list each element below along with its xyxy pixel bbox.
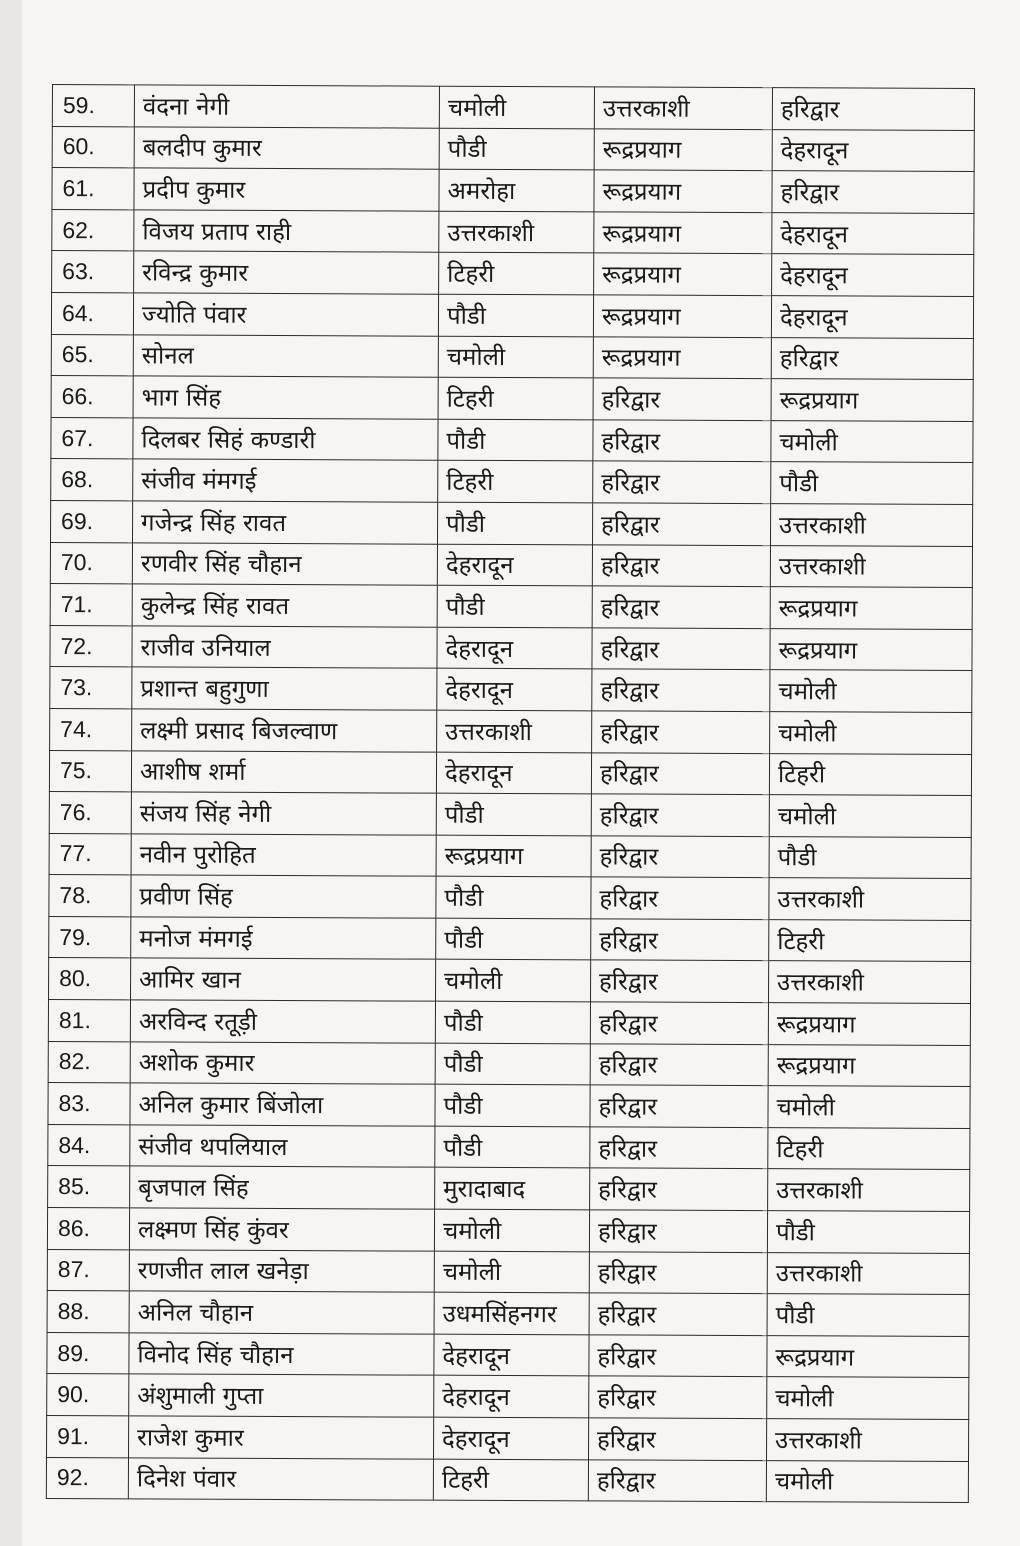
serial-number-cell: 89. xyxy=(47,1332,129,1374)
table-row xyxy=(47,1208,969,1254)
from-posting-cell: हरिद्वार xyxy=(592,669,770,711)
name-cell: राजेश कुमार xyxy=(129,1416,434,1459)
name-cell: प्रशान्त बहुगुणा xyxy=(132,667,437,710)
table-row xyxy=(48,1000,970,1046)
serial-number-cell: 75. xyxy=(49,750,131,792)
district-cell: देहरादून xyxy=(434,1417,589,1459)
to-posting-cell: हरिद्वार xyxy=(772,88,974,130)
from-posting-cell: रूद्रप्रयाग xyxy=(593,295,771,337)
from-posting-cell: हरिद्वार xyxy=(592,544,770,586)
name-cell: रविन्द्र कुमार xyxy=(134,251,439,294)
from-posting-cell: हरिद्वार xyxy=(589,1293,767,1335)
table-row xyxy=(52,126,974,172)
serial-number-cell: 73. xyxy=(50,667,132,709)
district-cell: चमोली xyxy=(438,336,593,378)
table-row xyxy=(47,1332,969,1378)
to-posting-cell: चमोली xyxy=(768,1086,970,1128)
to-posting-cell: चमोली xyxy=(770,712,972,754)
name-cell: आशीष शर्मा xyxy=(131,750,436,793)
to-posting-cell: उत्तरकाशी xyxy=(770,545,972,587)
to-posting-cell: चमोली xyxy=(766,1460,968,1502)
district-cell: चमोली xyxy=(439,86,594,128)
table-row xyxy=(47,1291,969,1337)
from-posting-cell: हरिद्वार xyxy=(591,919,769,961)
from-posting-cell: हरिद्वार xyxy=(590,1044,768,1086)
from-posting-cell: हरिद्वार xyxy=(589,1251,767,1293)
from-posting-cell: हरिद्वार xyxy=(591,877,769,919)
district-cell: टिहरी xyxy=(439,253,594,295)
name-cell: नवीन पुरोहित xyxy=(131,834,436,877)
to-posting-cell: देहरादून xyxy=(772,129,974,171)
from-posting-cell: हरिद्वार xyxy=(590,1085,768,1127)
to-posting-cell: हरिद्वार xyxy=(771,337,973,379)
district-cell: चमोली xyxy=(434,1251,589,1293)
district-cell: अमरोहा xyxy=(439,169,594,211)
from-posting-cell: हरिद्वार xyxy=(591,752,769,794)
serial-number-cell: 72. xyxy=(50,625,132,667)
table-row xyxy=(52,251,974,297)
district-cell: टिहरी xyxy=(438,377,593,419)
table-row xyxy=(50,542,972,588)
district-cell: पौडी xyxy=(438,294,593,336)
serial-number-cell: 59. xyxy=(52,85,134,127)
serial-number-cell: 83. xyxy=(48,1083,130,1125)
to-posting-cell: चमोली xyxy=(769,795,971,837)
district-cell: देहरादून xyxy=(436,752,591,794)
serial-number-cell: 60. xyxy=(52,126,134,168)
table-row xyxy=(49,916,971,962)
name-cell: विनोद सिंह चौहान xyxy=(129,1333,434,1376)
name-cell: दिलबर सिहं कण्डारी xyxy=(133,418,438,461)
district-cell: चमोली xyxy=(436,960,591,1002)
name-cell: दिनेश पंवार xyxy=(128,1457,433,1500)
to-posting-cell: चमोली xyxy=(767,1377,969,1419)
district-cell: देहरादून xyxy=(437,668,592,710)
serial-number-cell: 63. xyxy=(52,251,134,293)
name-cell: संजय सिंह नेगी xyxy=(131,792,436,835)
serial-number-cell: 92. xyxy=(46,1457,128,1499)
to-posting-cell: रूद्रप्रयाग xyxy=(770,628,972,670)
serial-number-cell: 71. xyxy=(50,584,132,626)
name-cell: संजीव थपलियाल xyxy=(130,1125,435,1168)
district-cell: उत्तरकाशी xyxy=(439,211,594,253)
table-row xyxy=(52,209,974,255)
to-posting-cell: उत्तरकाशी xyxy=(770,504,972,546)
name-cell: प्रवीण सिंह xyxy=(131,875,436,918)
district-cell: पौडी xyxy=(438,419,593,461)
district-cell: टिहरी xyxy=(438,461,593,503)
serial-number-cell: 67. xyxy=(51,417,133,459)
serial-number-cell: 76. xyxy=(49,792,131,834)
table-row xyxy=(51,292,973,338)
to-posting-cell: पौडी xyxy=(769,836,971,878)
from-posting-cell: रूद्रप्रयाग xyxy=(594,212,772,254)
district-cell: पौडी xyxy=(435,1084,590,1126)
name-cell: अनिल कुमार बिंजोला xyxy=(130,1083,435,1126)
serial-number-cell: 68. xyxy=(51,459,133,501)
from-posting-cell: हरिद्वार xyxy=(591,836,769,878)
name-cell: भाग सिंह xyxy=(133,376,438,419)
serial-number-cell: 61. xyxy=(52,168,134,210)
name-cell: कुलेन्द्र सिंह रावत xyxy=(132,584,437,627)
to-posting-cell: पौडी xyxy=(767,1211,969,1253)
table-row xyxy=(50,625,972,671)
from-posting-cell: हरिद्वार xyxy=(592,711,770,753)
district-cell: देहरादून xyxy=(434,1334,589,1376)
table-row xyxy=(51,376,973,422)
table-row xyxy=(50,708,972,754)
table-row xyxy=(47,1374,969,1420)
from-posting-cell: हरिद्वार xyxy=(589,1418,767,1460)
from-posting-cell: हरिद्वार xyxy=(593,461,771,503)
serial-number-cell: 70. xyxy=(50,542,132,584)
name-cell: अंशुमाली गुप्ता xyxy=(129,1374,434,1417)
to-posting-cell: देहरादून xyxy=(772,212,974,254)
from-posting-cell: हरिद्वार xyxy=(589,1376,767,1418)
name-cell: विजय प्रताप राही xyxy=(134,210,439,253)
district-cell: पौडी xyxy=(437,502,592,544)
table-row xyxy=(49,833,971,879)
to-posting-cell: टिहरी xyxy=(769,920,971,962)
district-cell: पौडी xyxy=(436,918,591,960)
table-row xyxy=(49,750,971,796)
table-row xyxy=(51,500,973,546)
district-cell: चमोली xyxy=(434,1209,589,1251)
name-cell: वंदना नेगी xyxy=(134,85,439,128)
name-cell: आमिर खान xyxy=(131,958,436,1001)
name-cell: गजेन्द्र सिंह रावत xyxy=(133,501,438,544)
from-posting-cell: उत्तरकाशी xyxy=(594,87,772,129)
table-row xyxy=(49,875,971,921)
from-posting-cell: हरिद्वार xyxy=(591,794,769,836)
district-cell: पौडी xyxy=(435,1126,590,1168)
to-posting-cell: उत्तरकाशी xyxy=(767,1419,969,1461)
serial-number-cell: 85. xyxy=(48,1166,130,1208)
name-cell: रणजीत लाल खनेड़ा xyxy=(129,1249,434,1292)
to-posting-cell: रूद्रप्रयाग xyxy=(770,587,972,629)
from-posting-cell: हरिद्वार xyxy=(592,586,770,628)
from-posting-cell: हरिद्वार xyxy=(590,1168,768,1210)
table-row xyxy=(49,792,971,838)
name-cell: अरविन्द रतूड़ी xyxy=(130,1000,435,1043)
district-cell: मुरादाबाद xyxy=(435,1168,590,1210)
district-cell: रूद्रप्रयाग xyxy=(436,835,591,877)
from-posting-cell: हरिद्वार xyxy=(593,378,771,420)
serial-number-cell: 91. xyxy=(47,1415,129,1457)
serial-number-cell: 74. xyxy=(50,708,132,750)
to-posting-cell: टिहरी xyxy=(769,753,971,795)
district-cell: पौडी xyxy=(436,793,591,835)
name-cell: अशोक कुमार xyxy=(130,1042,435,1085)
from-posting-cell: रूद्रप्रयाग xyxy=(593,336,771,378)
serial-number-cell: 84. xyxy=(48,1124,130,1166)
table-row xyxy=(50,667,972,713)
district-cell: पौडी xyxy=(436,876,591,918)
name-cell: प्रदीप कुमार xyxy=(134,168,439,211)
district-cell: पौडी xyxy=(437,585,592,627)
name-cell: लक्ष्मी प्रसाद बिजल्वाण xyxy=(132,709,437,752)
name-cell: बलदीप कुमार xyxy=(134,126,439,169)
name-cell: ज्योति पंवार xyxy=(133,293,438,336)
to-posting-cell: रूद्रप्रयाग xyxy=(768,1003,970,1045)
district-cell: देहरादून xyxy=(437,627,592,669)
to-posting-cell: पौडी xyxy=(771,462,973,504)
from-posting-cell: रूद्रप्रयाग xyxy=(594,170,772,212)
name-cell: बृजपाल सिंह xyxy=(130,1166,435,1209)
table-row xyxy=(51,459,973,505)
name-cell: राजीव उनियाल xyxy=(132,626,437,669)
name-cell: मनोज मंमगई xyxy=(131,917,436,960)
serial-number-cell: 87. xyxy=(47,1249,129,1291)
to-posting-cell: चमोली xyxy=(770,670,972,712)
to-posting-cell: उत्तरकाशी xyxy=(768,961,970,1003)
district-cell: पौडी xyxy=(435,1043,590,1085)
serial-number-cell: 88. xyxy=(47,1291,129,1333)
to-posting-cell: देहरादून xyxy=(772,254,974,296)
from-posting-cell: रूद्रप्रयाग xyxy=(594,128,772,170)
serial-number-cell: 79. xyxy=(49,916,131,958)
roster-table xyxy=(46,84,975,1503)
serial-number-cell: 64. xyxy=(51,292,133,334)
to-posting-cell: टिहरी xyxy=(768,1127,970,1169)
name-cell: लक्ष्मण सिंह कुंवर xyxy=(129,1208,434,1251)
serial-number-cell: 62. xyxy=(52,209,134,251)
to-posting-cell: रूद्रप्रयाग xyxy=(771,379,973,421)
to-posting-cell: पौडी xyxy=(767,1294,969,1336)
from-posting-cell: रूद्रप्रयाग xyxy=(594,253,772,295)
from-posting-cell: हरिद्वार xyxy=(592,628,770,670)
table-row xyxy=(47,1249,969,1295)
to-posting-cell: रूद्रप्रयाग xyxy=(768,1044,970,1086)
from-posting-cell: हरिद्वार xyxy=(589,1210,767,1252)
district-cell: देहरादून xyxy=(437,544,592,586)
table-row xyxy=(48,1124,970,1170)
serial-number-cell: 80. xyxy=(49,958,131,1000)
from-posting-cell: हरिद्वार xyxy=(590,960,768,1002)
from-posting-cell: हरिद्वार xyxy=(589,1335,767,1377)
district-cell: पौडी xyxy=(439,128,594,170)
table-row xyxy=(48,1166,970,1212)
to-posting-cell: उत्तरकाशी xyxy=(767,1252,969,1294)
to-posting-cell: चमोली xyxy=(771,420,973,462)
to-posting-cell: उत्तरकाशी xyxy=(769,878,971,920)
name-cell: अनिल चौहान xyxy=(129,1291,434,1334)
table-row xyxy=(52,85,974,131)
table-row xyxy=(51,417,973,463)
name-cell: सोनल xyxy=(133,334,438,377)
district-cell: टिहरी xyxy=(433,1459,588,1501)
from-posting-cell: हरिद्वार xyxy=(592,503,770,545)
serial-number-cell: 77. xyxy=(49,833,131,875)
from-posting-cell: हरिद्वार xyxy=(588,1459,766,1501)
serial-number-cell: 90. xyxy=(47,1374,129,1416)
serial-number-cell: 66. xyxy=(51,376,133,418)
to-posting-cell: रूद्रप्रयाग xyxy=(767,1335,969,1377)
district-cell: पौडी xyxy=(435,1001,590,1043)
to-posting-cell: उत्तरकाशी xyxy=(768,1169,970,1211)
serial-number-cell: 86. xyxy=(47,1208,129,1250)
district-cell: देहरादून xyxy=(434,1376,589,1418)
name-cell: संजीव मंमगई xyxy=(133,459,438,502)
table-row xyxy=(52,168,974,214)
name-cell: रणवीर सिंह चौहान xyxy=(132,542,437,585)
table-row xyxy=(47,1415,969,1461)
table-row xyxy=(50,584,972,630)
from-posting-cell: हरिद्वार xyxy=(590,1127,768,1169)
district-cell: उधमसिंहनगर xyxy=(434,1292,589,1334)
to-posting-cell: देहरादून xyxy=(771,296,973,338)
serial-number-cell: 69. xyxy=(51,500,133,542)
table-row xyxy=(51,334,973,380)
from-posting-cell: हरिद्वार xyxy=(593,420,771,462)
serial-number-cell: 65. xyxy=(51,334,133,376)
table-row xyxy=(48,1041,970,1087)
to-posting-cell: हरिद्वार xyxy=(772,171,974,213)
serial-number-cell: 78. xyxy=(49,875,131,917)
table-row xyxy=(49,958,971,1004)
roster-table-body xyxy=(46,85,974,1503)
table-row xyxy=(46,1457,968,1503)
from-posting-cell: हरिद्वार xyxy=(590,1002,768,1044)
district-cell: उत्तरकाशी xyxy=(437,710,592,752)
table-row xyxy=(48,1083,970,1129)
serial-number-cell: 82. xyxy=(48,1041,130,1083)
serial-number-cell: 81. xyxy=(48,1000,130,1042)
